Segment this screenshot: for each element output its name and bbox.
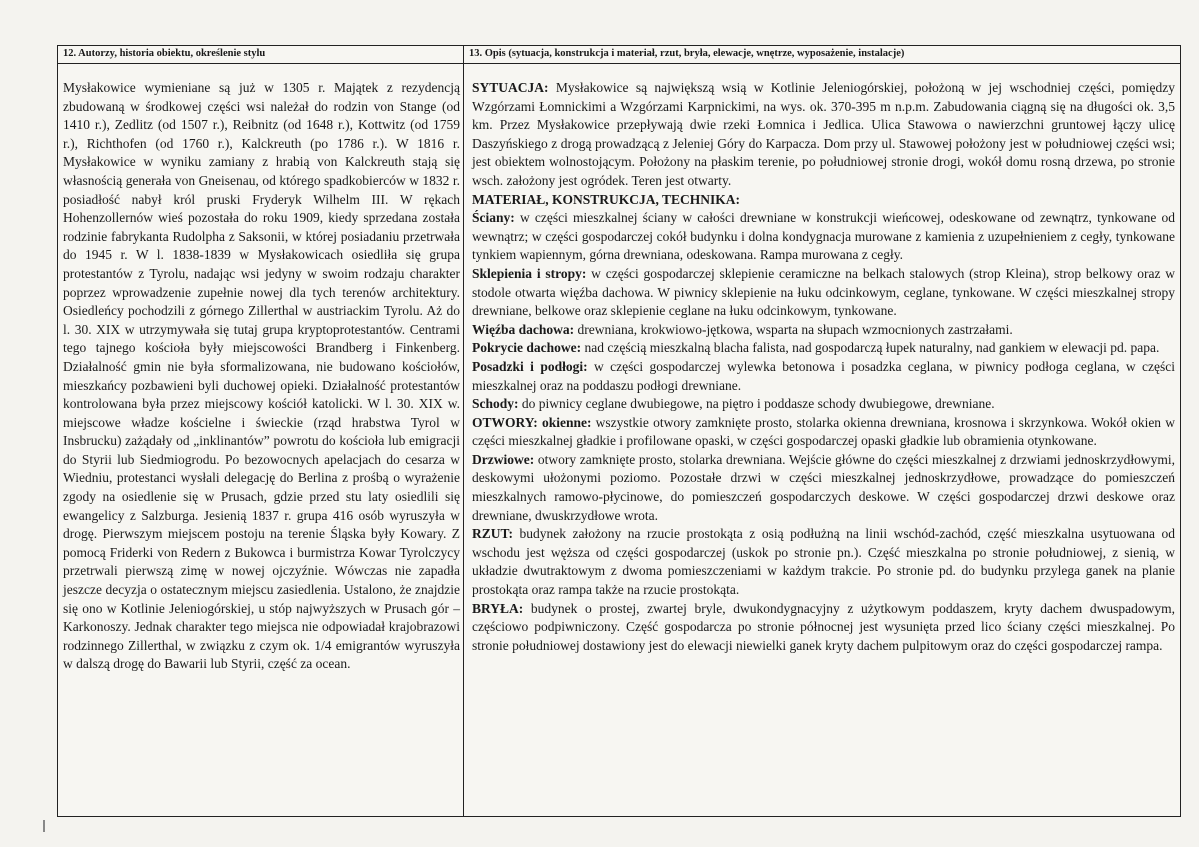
- history-text: [63, 79, 460, 674]
- label-otwory: OTWORY: okienne:: [472, 414, 592, 430]
- para-wiezba: [472, 321, 1175, 340]
- para-otwory: [472, 414, 1175, 451]
- text-schody: do piwnicy ceglane dwubiegowe, na piętro i poddasze schody dwubiegowe, drewniane.: [518, 396, 995, 412]
- label-sklepienia: Sklepienia i stropy:: [472, 265, 587, 281]
- text-pokrycie: nad częścią mieszkalną blacha falista, nad gospodarczą łupek naturalny, nad gankiem w elewacji pd. papa.: [581, 340, 1160, 356]
- label-posadzki: Posadzki i podłogi:: [472, 358, 588, 374]
- para-drzwiowe: [472, 451, 1175, 525]
- para-posadzki: [472, 358, 1175, 395]
- text-sklepienia: w części gospodarczej sklepienie ceramiczne na belkach stalowych (strop Kleina), strop belkowy oraz w stodole otwarta więźba dachowa. W piwnicy sklepienie na łuku odcinkowym, ceglane, tynkowane. W części mieszkalnej stropy drewniane, belkowe oraz sklepienie ceglane na łuku odcinkowym, tynkowane.: [472, 265, 1175, 319]
- section-12-column: [58, 46, 464, 816]
- para-pokrycie: [472, 339, 1175, 358]
- para-sytuacja: [472, 79, 1175, 191]
- para-schody: [472, 395, 1175, 414]
- para-sciany: [472, 209, 1175, 265]
- scan-mark: [43, 820, 45, 832]
- label-drzwiowe: Drzwiowe:: [472, 451, 535, 467]
- text-bryla: budynek o prostej, zwartej bryle, dwukondygnacyjny z użytkowym poddaszem, kryty dachem dwuspadowym, częściowo podpiwniczony. Część gospodarcza po stronie północnej jest wysunięta przed lico ściany części mieszkalnej. Po stronie południowej dostawiony jest do elewacji niewielki ganek kryty dachem pulpitowym oraz do części gospodarczej rampa.: [472, 600, 1175, 653]
- label-schody: Schody:: [472, 396, 519, 412]
- para-material: [472, 191, 1175, 210]
- section-13-column: [464, 46, 1180, 816]
- label-wiezba: Więźba dachowa:: [472, 321, 575, 337]
- label-rzut: RZUT:: [472, 526, 514, 542]
- label-pokrycie: Pokrycie dachowe:: [472, 340, 582, 356]
- text-sciany: w części mieszkalnej ściany w całości drewniane w konstrukcji wieńcowej, odeskowane od zewnątrz, tynkowane od wewnątrz; w części gospodarczej cokół budynku i dolna kondygnacja murowane z kamienia z uzupełnieniem z cegły, tynkowane tynkiem wapiennym, górna drewniana, odeskowana. Rampa murowana z cegły.: [472, 210, 1175, 263]
- label-sciany: Ściany:: [472, 210, 515, 226]
- text-wiezba: drewniana, krokwiowo-jętkowa, wsparta na słupach wzmocnionych zastrzałami.: [574, 321, 1013, 337]
- label-sytuacja: SYTUACJA:: [472, 80, 549, 95]
- document-sheet: [57, 45, 1181, 817]
- text-posadzki: w części gospodarczej wylewka betonowa i posadzka ceglana, w piwnicy podłoga ceglana, w części mieszkalnej oraz na poddaszu podłogi drewniane.: [472, 358, 1175, 393]
- para-rzut: [472, 525, 1175, 599]
- text-drzwiowe: otwory zamknięte prosto, stolarka drewniana. Wejście główne do części mieszkalnej z drzwiami jednoskrzydłowymi, deskowymi ułożonymi poziomo. Pozostałe drzwi w części mieszkalnej jednoskrzydłowe, prowadzące do pomieszczeń mieszkalnych ramowo-płycinowe, do pomieszczeń gospodarczych deskowe. W części gospodarczej drzwi deskowe oraz drewniane, dwuskrzydłowe wrota.: [472, 451, 1175, 523]
- label-bryla: BRYŁA:: [472, 600, 524, 616]
- para-sklepienia: [472, 265, 1175, 321]
- section-13-header: 13. Opis (sytuacja, konstrukcja i materiał, rzut, bryła, elewacje, wnętrze, wyposażenie, instalacje): [464, 46, 1180, 64]
- section-12-header: 12. Autorzy, historia obiektu, określenie stylu: [58, 46, 463, 64]
- history-paragraph: Mysłakowice wymieniane są już w 1305 r. Majątek z rezydencją zbudowaną w środkowej części wsi należał do rodzin von Stange (od 1410 r.), Zedlitz (od 1507 r.), Reibnitz (od 1648 r.), Kottwitz (od 1759 r.), Richthofen (od 1760 r.), Kalckreuth (po 1786 r.). W 1816 r. Mysłakowice w wyniku zamiany z hrabią von Kalckreuth stają się własnością generała von Gneisenau, od którego spadkobierców w 1832 r. posiadłość nabył król pruski Fryderyk Wilhelm III. W rękach Hohenzollernów wieś pozostała do roku 1909, kiedy sprzedana została rodzinie fabrykanta Rudolpha z Saksonii, w której posiadaniu przetrwała do 1945 r. W l. 1838-1839 w Mysłakowicach osiedliła się grupa protestantów z Tyrolu, nadając wsi jedyny w swoim rodzaju charakter poprzez wprowadzenie zupełnie nowej dla tych terenów architektury. Osiedleńcy pochodzili z górnego Zillerthal w austriackim Tyrolu. Aż do l. 30. XIX w utrzymywała się tutaj grupa kryptoprotestantów. Centrami tego tajnego kościoła były miejscowości Brandberg i Finkenberg. Działalność gmin nie była sformalizowana, nie budowano kościołów, mieszkańcy pozbawieni byli duchowej opieki. Działalność protestantów kontrolowana była przez miejscowy kościół katolicki. W l. 30. XIX w. miejscowe władze kościelne i świeckie (rząd hrabstwa Tyrol w Insbrucku) zażądały od „inklinantów” powrotu do kościoła lub emigracji do Styrii lub Siedmiogrodu. Po bezowocnych apelacjach do cesarza w Wiedniu, protestanci wysłali delegację do Berlina z prośbą o wyrażenie zgody na osiedlenie się w Prusach, gdzie przed stu laty osiedlili się ewangelicy z Salzburga. Jesienią 1837 r. grupa 416 osób wyruszyła w drogę. Pierwszym miejscem postoju na terenie Śląska były Kowary. Z pomocą Friderki von Redern z Bukowca i burmistrza Kowar Tyrolczycy przetrwali pierwszą zimę w nowej ojczyźnie. Wówczas nie zapadła jeszcze decyzja o ostatecznym miejscu zasiedlenia. Ustalono, że znajdzie się ono w Kotlinie Jeleniogórskiej, u stóp najwyższych w Prusach gór – Karkonoszy. Jednak charakter tego miejsca nie odpowiadał krajobrazowi rodzinnego Zillerthal, w związku z czym ok. 1/4 emigrantów wyruszyła w dalszą drogę do Bawarii lub Styrii, część za ocean.: [63, 80, 460, 672]
- para-bryla: [472, 600, 1175, 656]
- label-material: MATERIAŁ, KONSTRUKCJA, TECHNIKA:: [472, 191, 741, 207]
- text-sytuacja: Mysłakowice są największą wsią w Kotlinie Jeleniogórskiej, położoną w jej wschodniej części, pomiędzy Wzgórzami Łomnickimi a Wzgórzami Karpnickimi, na wys. ok. 370-395 m n.p.m. Zabudowania ciągną się na długości ok. 3,5 km. Przez Mysłakowice przepływają dwie rzeki Łomnica i Jedlica. Ulica Stawowa o nawierzchni gruntowej łączy ulicę Daszyńskiego z drogą prowadzącą z Jeleniej Góry do Karpacza. Dom przy ul. Stawowej położony jest w południowej części wsi; jest obiektem wolnostojącym. Położony na płaskim terenie, po południowej stronie drogi, wokół domu rosną drzewa, po stronie wsch. założony jest ogródek. Teren jest otwarty.: [472, 80, 1175, 188]
- description-text: [472, 79, 1175, 655]
- text-rzut: budynek założony na rzucie prostokąta z osią podłużną na linii wschód-zachód, część mieszkalna usytuowana od wschodu jest węższa od części gospodarczej (uskok po stronie pn.). Część mieszkalna po stronie południowej, z sienią, w układzie dwutraktowym z dwoma pomieszczeniami w każdym trakcie. Po stronie pd. do budynku przylega ganek na planie prostokąta oraz rampa także na rzucie prostokąta.: [472, 526, 1175, 598]
- text-otwory: wszystkie otwory zamknięte prosto, stolarka okienna drewniana, krosnowa i skrzynkowa. Wokół okien w części mieszkalnej gładkie i profilowane opaski, w części gospodarczej opaski gładkie lub obramienia otynkowane.: [472, 414, 1175, 449]
